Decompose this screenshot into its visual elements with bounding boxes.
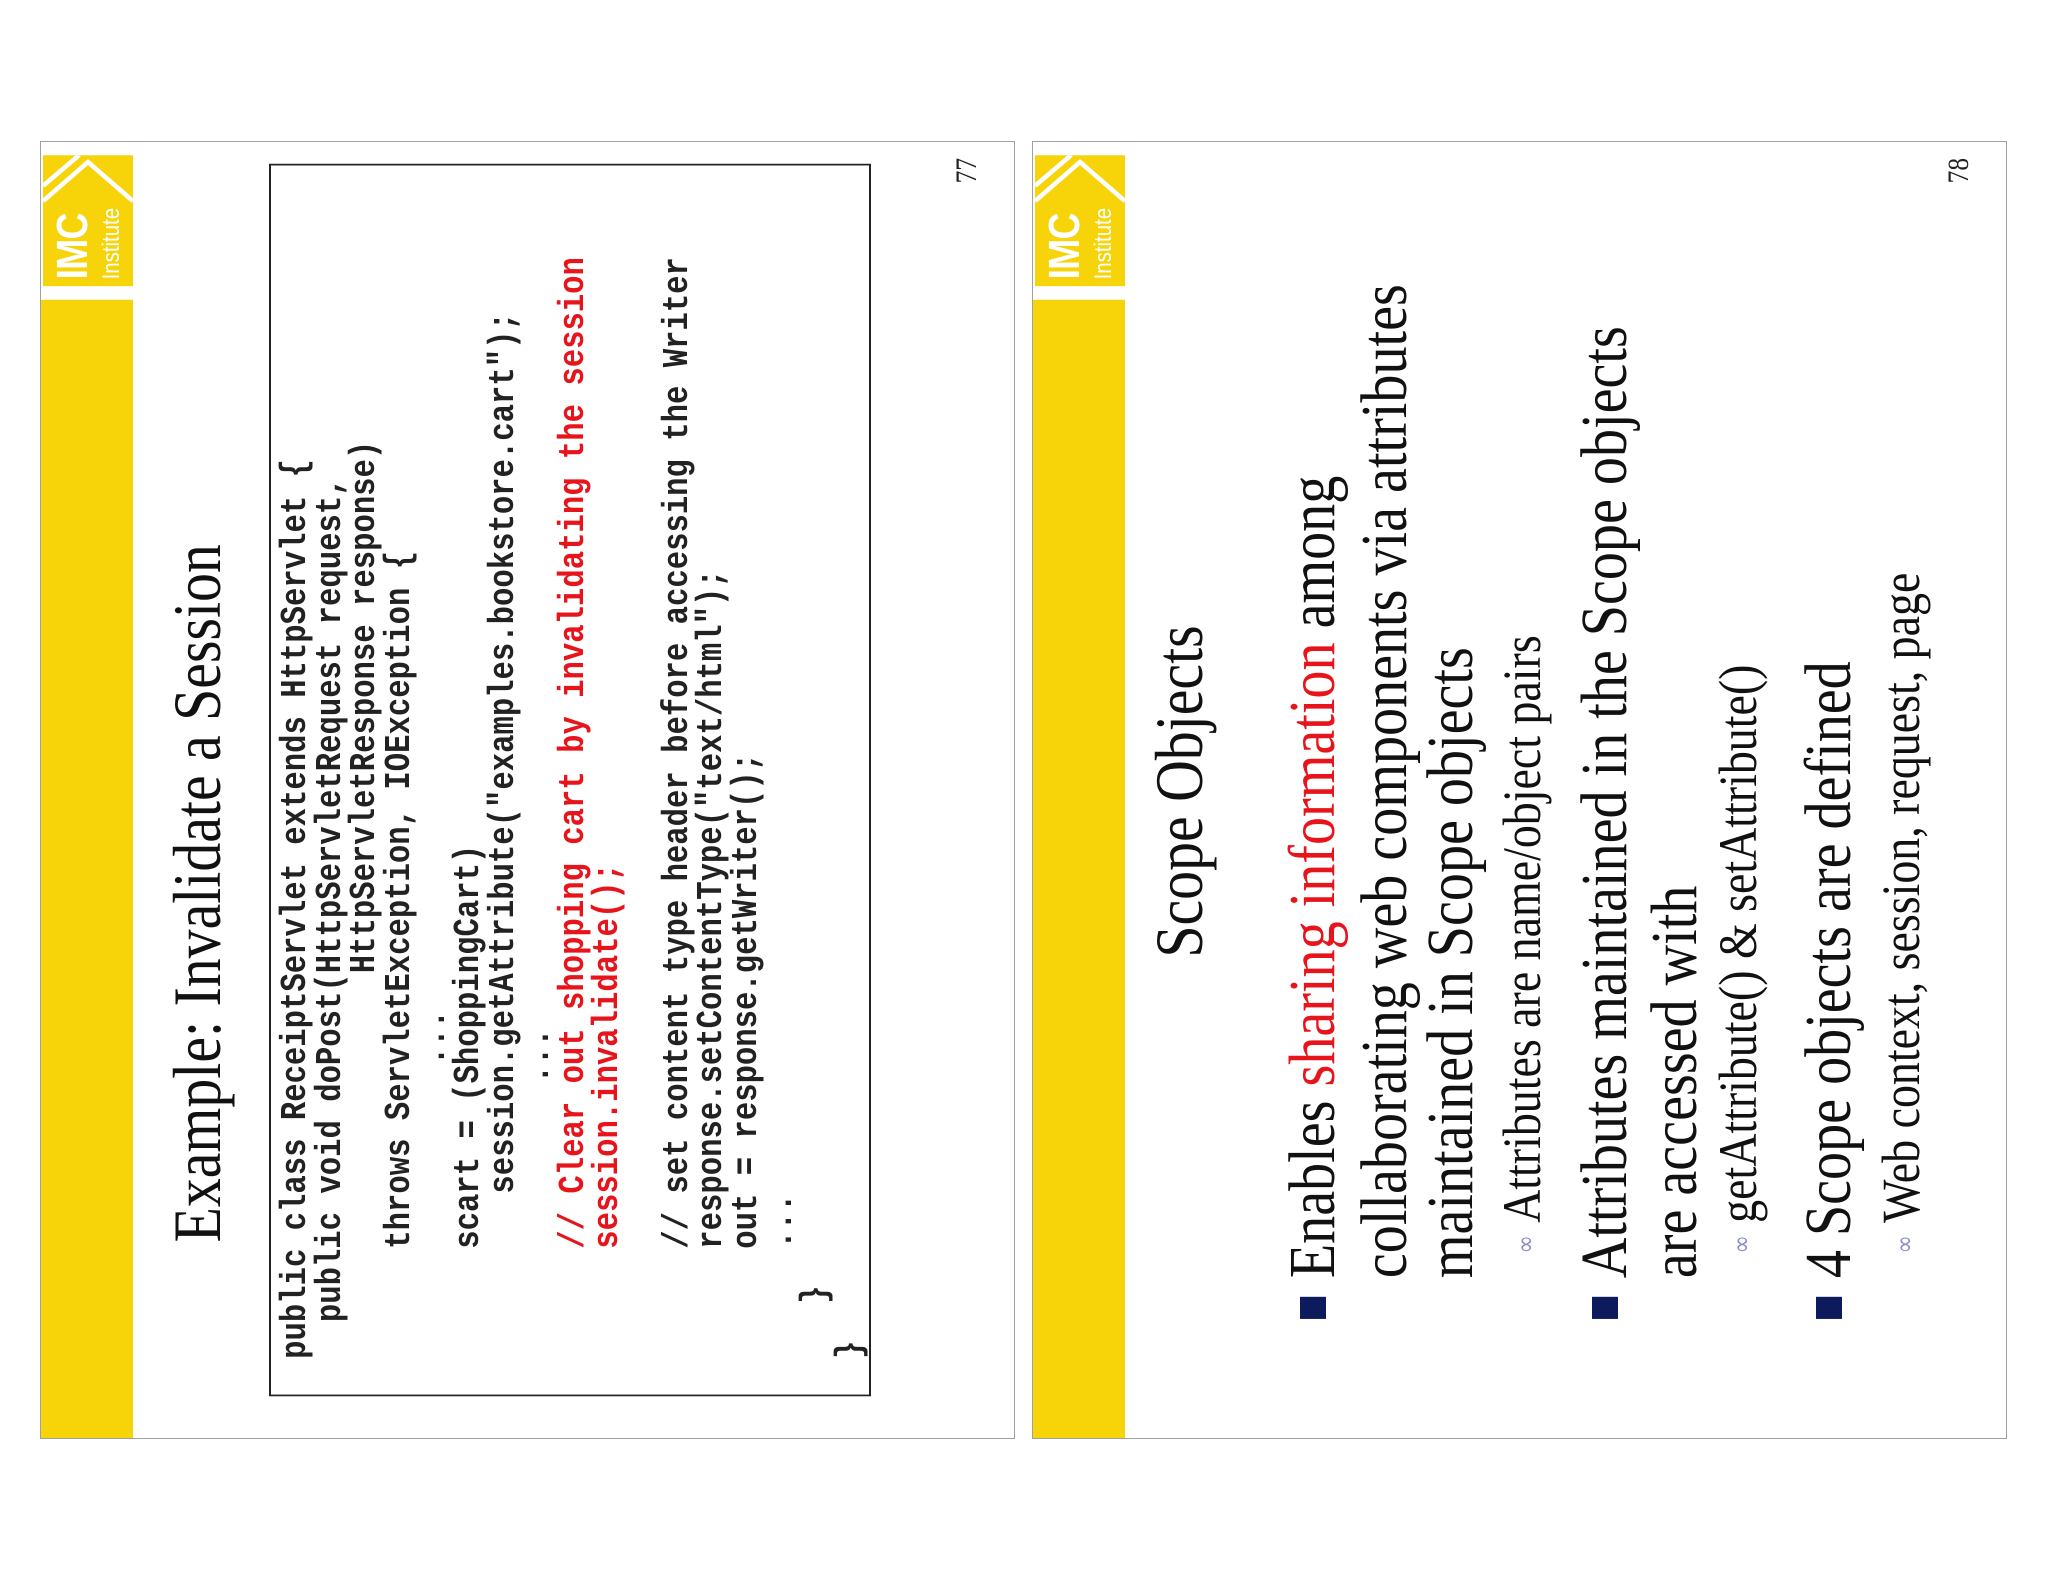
highlight-text: sharing information bbox=[1276, 641, 1349, 1087]
code-line: out = response.getWriter(); bbox=[725, 752, 767, 1359]
code-box bbox=[269, 163, 871, 1396]
sub-bullet-1: Attributes are name/object pairs bbox=[1492, 634, 1552, 1223]
code-line: session.invalidate(); bbox=[587, 862, 629, 1359]
page-number: 77 bbox=[950, 157, 983, 183]
accent-bar bbox=[41, 299, 133, 1439]
slide-content bbox=[1033, 142, 2007, 1439]
bullet-2-line-2: are accessed with bbox=[1638, 885, 1711, 1278]
code-line: ... bbox=[517, 1027, 559, 1359]
bullet-square-icon bbox=[1592, 1296, 1618, 1318]
bullet-square-icon bbox=[1816, 1296, 1842, 1318]
code-line bbox=[626, 257, 661, 1359]
text: Enables bbox=[1276, 1086, 1349, 1278]
bullet-3-line-1: 4 Scope objects are defined bbox=[1792, 660, 1865, 1278]
bullet-1-line-1 bbox=[1277, 475, 1349, 1277]
imc-logo bbox=[1035, 155, 1125, 286]
logo-main-text: IMC bbox=[1040, 212, 1089, 279]
code-line: throws ServletException, IOException { bbox=[379, 550, 421, 1359]
bullet-1-line-2: collaborating web components via attributes bbox=[1348, 283, 1421, 1278]
code-line: HttpServletResponse response) bbox=[344, 440, 386, 1359]
logo-main-text: IMC bbox=[48, 212, 97, 279]
code-line: // set content type header before accessing the Writer bbox=[656, 256, 698, 1359]
sub-bullet-icon: ∞ bbox=[1727, 1234, 1757, 1253]
text: among bbox=[1276, 475, 1349, 642]
slide-title: Scope Objects bbox=[1141, 624, 1217, 958]
slide-content bbox=[41, 142, 1015, 1439]
code-line: } bbox=[795, 1284, 837, 1359]
slide-78 bbox=[1032, 141, 2007, 1439]
sub-bullet-icon: ∞ bbox=[1890, 1234, 1920, 1253]
code-line: response.setContentType("text/html"); bbox=[691, 568, 733, 1359]
bullet-square-icon bbox=[1300, 1296, 1326, 1318]
bullet-1-line-3: maintained in Scope objects bbox=[1414, 646, 1487, 1278]
slide-77 bbox=[40, 141, 1015, 1439]
code-line: public void doPost(HttpServletRequest request, bbox=[309, 476, 351, 1359]
bullet-2-line-1: Attributes maintained in the Scope objects bbox=[1568, 325, 1641, 1278]
code-line: // Clear out shopping cart by invalidating the session bbox=[552, 256, 594, 1359]
code-line: scart = (ShoppingCart) bbox=[448, 844, 490, 1359]
page-number: 78 bbox=[1942, 157, 1975, 183]
code-line: session.getAttribute("examples.bookstore.cart"); bbox=[483, 311, 525, 1359]
imc-logo bbox=[43, 155, 133, 286]
logo-sub-text: Institute bbox=[98, 207, 125, 279]
code-line: ... bbox=[413, 1009, 455, 1359]
slide-title: Example: Invalidate a Session bbox=[159, 543, 235, 1242]
code-line: public class ReceiptServlet extends HttpServlet { bbox=[275, 458, 316, 1359]
code-listing bbox=[275, 256, 871, 1359]
code-line: ... bbox=[760, 1193, 802, 1359]
sub-bullet-icon: ∞ bbox=[1511, 1234, 1541, 1253]
code-line: } bbox=[830, 1340, 871, 1359]
accent-bar bbox=[1033, 299, 1125, 1439]
sub-bullet-3: Web context, session, request, page bbox=[1871, 572, 1931, 1223]
sub-bullet-2: getAttribute() & setAttribute() bbox=[1708, 664, 1768, 1223]
logo-sub-text: Institute bbox=[1090, 207, 1117, 279]
